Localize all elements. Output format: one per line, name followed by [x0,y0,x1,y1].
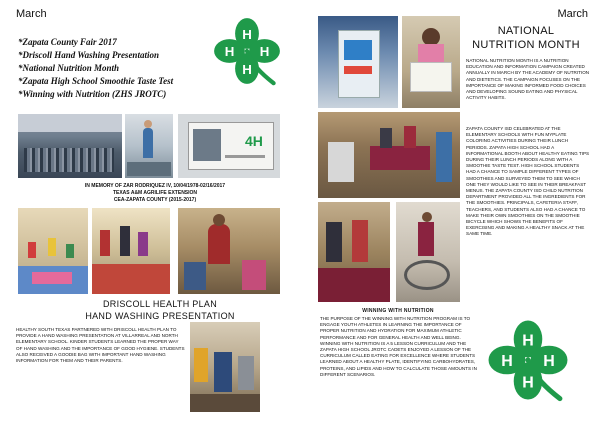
hand-washing-kids-photo [190,322,260,412]
fair-event-photo [125,114,173,178]
nutrition-intro-text: NATIONAL NUTRITION MONTH IS A NUTRITION EDUCATION AND INFORMATION CAMPAIGN CREATED ANNUALLY IN MARCH BY THE ACADEMY OF NUTRITION AND DIETETICS. THE CAMPAIGN FOCUSES ON THE IMPORTANCE OF MAKING INFORMED FOOD CHOICES AND DEVELOPING SOUND EATING AND PHYSICAL ACTIVITY HABITS. [466,58,590,101]
svg-text:H: H [259,43,270,59]
svg-text:H: H [543,352,555,370]
driscoll-heading [60,298,260,322]
winning-heading: WINNING WITH NUTRITION [362,308,434,314]
driscoll-body-text: HEALTHY SOUTH TEXAS PARTNERED WITH DRISCOLL HEALTH PLAN TO PROVIDE A HAND WASHING PRESENTATION AT VILLARREAL AND NORTH ELEMENTARY SCHOOL. KINDER STUDENTS LEARNED THE PROPER WAY OF HAND WASHING AND THE IMPORTANCE OF GOOD HYGIENE. STUDENTS ALSO RECEIVED A GOODIE BAG WITH IMPORTANT HAND WASHING INFORMATION FOR THEM AND THEIR PARENTS. [16,327,185,364]
nutrition-month-heading [466,24,586,52]
presenter-with-kids-photo [178,208,280,294]
nutrition-heading-line: NATIONAL [497,25,555,37]
memorial-poster-photo [178,114,280,178]
highlight-item: *Driscoll Hand Washing Presentation [18,50,159,60]
memorial-line: CEA-ZAPATA COUNTY (2015-2017) [113,197,197,203]
right-month-label: March [557,8,588,20]
svg-text:H: H [242,27,252,43]
driscoll-heading-line: HAND WASHING PRESENTATION [85,311,235,321]
svg-text:H: H [522,332,534,350]
highlight-item: *Zapata County Fair 2017 [18,37,117,47]
highlight-item: *Zapata High School Smoothie Taste Test [18,76,174,86]
svg-text:H: H [501,352,513,370]
svg-text:H: H [224,43,235,59]
myplate-coloring-photo [402,16,460,108]
poster-label: 4H [245,133,263,149]
memorial-line: TEXAS A&M AGRILIFE EXTENSION [112,190,198,196]
svg-text:H: H [522,374,534,392]
memorial-line: IN MEMORY OF ZAR RODRIQUEZ IV, 10/04/1978-02/16/2017 [84,183,226,189]
kinder-classroom-photo [18,208,88,294]
four-h-clover-icon [212,14,282,88]
smoothie-tasting-photo [318,202,390,302]
winning-body-text: THE PURPOSE OF THE WINNING WITH NUTRITION PROGRAM IS TO ENGAGE YOUTH ATHLETES IN LEARNING THE IMPORTANCE OF PROPER NUTRITION AND HYDRATION FOR MAXIMUM ATHLETIC PERFORMANCE AND FOR GENERAL HEALTH AND WELL BEING. WINNING WITH NUTRITION IS A 5 LESSON CURRICULUM AND THE ZAPATA HIGH SCHOOL JROTC CADETS ENJOYED A LESSON OF THE CURRICULUM CALLED EATING FOR EXCELLENCE WHERE STUDENTS LEARNED ABOUT A HEALTHY PLATE, IDENTIFYING CARBOHYDRATES, PROTEINS, AND LIPIDS AND HOW TO CALCULATE THOSE AMOUNTS IN DIFFERENT SCENARIOS. [320,316,477,377]
hand-washing-class-photo [92,208,170,294]
smoothie-bicycle-photo [396,202,460,302]
svg-text:H: H [242,62,252,78]
highlight-item: *Winning with Nutrition (ZHS JROTC) [18,89,167,99]
county-fair-crowd-photo [18,114,122,178]
nutrition-celebration-text: ZAPATA COUNTY ISD CELEBRATED AT THE ELEMENTARY SCHOOLS WITH FUN MYPLATE COLORING ACTIVITIES DURING THEIR LUNCH PERIODS. ZAPATA HIGH SCHOOL HAD A INFORMATIONAL BOOTH ABOUT HEALTHY EATING TIPS DURING THEIR LUNCH PERIODS ALONG WITH A SMOOTHIE TASTE TEST. HIGH SCHOOL STUDENTS HAD A CHANCE TO SAMPLE DIFFERENT TYPES OF SMOOTHIES AND SURVEYED THEM TO SEE WHICH ONE THEY WOULD LIKE TO SEE IN THEIR BREAKFAST MENUS. THE ZAPATA COUNTY ISD CHILD NUTRITION DEPARTMENT PROVIDED ALL THE INGREDIENTS FOR THE SMOOTHIES. PRINCIPALS, CAFETERIA STAFF, TEACHERS, AND STUDENTS ALSO HAD A CHANCE TO MAKE THEIR OWN SMOOTHIES ON THE SMOOTHIE BICYCLE WHICH SHOWS THE BENEFITS OF EXERCISING AND MAKING A HEALTHY SNACK AT THE SAME TIME. [466,126,590,237]
memorial-caption [20,183,290,204]
highlight-item: *National Nutrition Month [18,63,120,73]
four-h-clover-icon [486,316,570,404]
nutrition-booth-photo [318,16,398,108]
left-month-label: March [16,8,47,20]
highlights-list [18,36,218,101]
nutrition-heading-line: NUTRITION MONTH [472,39,580,51]
right-page [300,0,600,424]
smoothie-booth-photo [318,112,460,198]
driscoll-heading-line: DRISCOLL HEALTH PLAN [102,299,218,309]
